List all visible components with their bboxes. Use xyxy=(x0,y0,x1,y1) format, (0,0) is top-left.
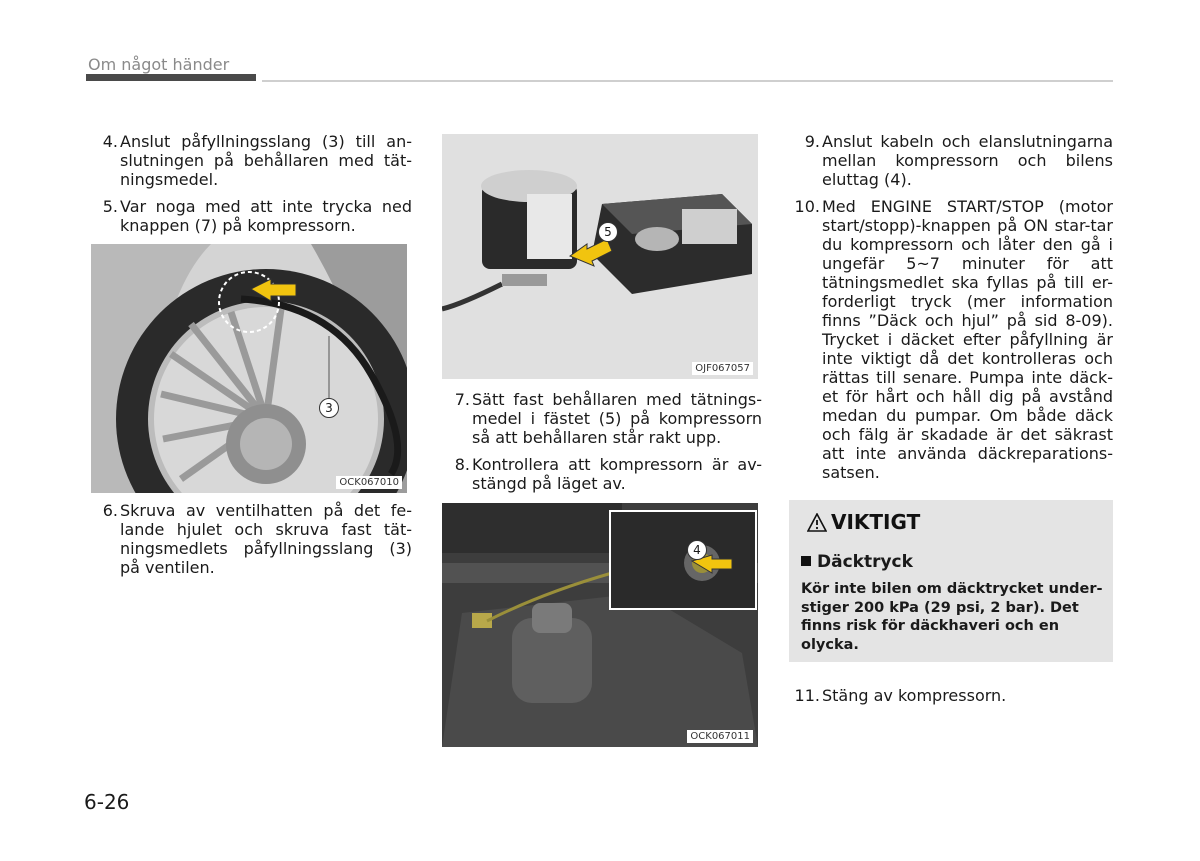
step-11: 11. Stäng av kompressorn. xyxy=(794,686,1007,705)
compressor-illustration xyxy=(442,134,758,379)
step-8: 8. Kontrollera att kompressorn är av-stängd på läget av. xyxy=(454,455,762,493)
step-4-text: Anslut påfyllningsslang (3) till an-slutningen på behållaren med tät-ningsmedel. xyxy=(120,132,412,189)
step-10: 10. Med ENGINE START/STOP (motor start/stopp)-knappen på ON star-tar du kompressorn och låter den gå i ungefär 5~7 minuter för att tätningsmedlet ska fyllas på till er-forderligt tryck (mer information finns ”Däck och hjul” på sid 8-09). Trycket i däcket efter påfyllning är inte viktigt då det kontrolleras och rättas till senare. Pumpa inte däck-et för hårt och håll dig på avstånd medan du pumpar. Om både däck och fälg är skadade är det säkrast att inte använda däckreparations-satsen. xyxy=(794,197,1113,482)
middle-steps xyxy=(442,390,762,501)
page-number: 6-26 xyxy=(84,790,130,814)
step-7: 7. Sätt fast behållaren med tätnings-medel i fästet (5) på kompressorn så att behållaren står rakt upp. xyxy=(454,390,762,447)
step-9-text: Anslut kabeln och elanslutningarna mellan kompressorn och bilens eluttag (4). xyxy=(822,132,1113,189)
warning-body: Kör inte bilen om däcktrycket under-stiger 200 kPa (29 psi, 2 bar). Det finns risk för däckhaveri och en olycka. xyxy=(801,581,1103,653)
tire-valve-illustration xyxy=(91,244,407,493)
step-8-text: Kontrollera att kompressorn är av-stängd på läget av. xyxy=(472,455,762,493)
power-outlet-illustration xyxy=(442,503,758,747)
figure-power-outlet xyxy=(442,503,758,747)
warning-title-text: VIKTIGT xyxy=(831,510,921,534)
step-6: 6. Skruva av ventilhatten på det fe-lande hjulet och skruva fast tät-ningsmedlets påfyllningsslang (3) på ventilen. xyxy=(102,501,412,577)
header-rule-dark xyxy=(86,74,256,81)
figure-code: OJF067057 xyxy=(692,362,753,375)
step-5-text: Var noga med att inte trycka ned knappen (7) på kompressorn. xyxy=(120,197,412,235)
bullet-square-icon xyxy=(801,556,811,566)
step-10-text: Med ENGINE START/STOP (motor start/stopp)-knappen på ON star-tar du kompressorn och låter den gå i ungefär 5~7 minuter för att tätningsmedlet ska fyllas på till er-forderligt tryck (mer information finns ”Däck och hjul” på sid 8-09). Trycket i däcket efter påfyllning är inte viktigt då det kontrolleras och rättas till senare. Pumpa inte däck-et för hårt och håll dig på avstånd medan du pumpar. Om både däck och fälg är skadade är det säkrast att inte använda däckreparations-satsen. xyxy=(822,197,1113,482)
warning-title xyxy=(807,510,920,534)
figure-tire-valve xyxy=(91,244,407,493)
step-6-text: Skruva av ventilhatten på det fe-lande hjulet och skruva fast tät-ningsmedlets påfyllningsslang (3) på ventilen. xyxy=(120,501,412,577)
warning-subtitle-text: Däcktryck xyxy=(817,552,913,572)
callout-5: 5 xyxy=(598,222,618,242)
header-rule-light xyxy=(262,80,1113,82)
callout-3: 3 xyxy=(319,398,339,418)
left-steps-bottom xyxy=(90,501,412,585)
figure-compressor xyxy=(442,134,758,379)
step-5: 5. Var noga med att inte trycka ned knappen (7) på kompressorn. xyxy=(102,197,412,235)
warning-subtitle xyxy=(801,552,913,572)
figure-code: OCK067011 xyxy=(687,730,753,743)
step-11-text: Stäng av kompressorn. xyxy=(822,686,1007,705)
step-9: 9. Anslut kabeln och elanslutningarna mellan kompressorn och bilens eluttag (4). xyxy=(804,132,1113,189)
right-steps xyxy=(790,132,1113,490)
warning-box xyxy=(789,500,1113,662)
section-title: Om något händer xyxy=(88,55,230,74)
figure-code: OCK067010 xyxy=(336,476,402,489)
right-final-step xyxy=(790,686,1113,713)
warning-triangle-icon xyxy=(807,513,827,532)
step-4: 4. Anslut påfyllningsslang (3) till an-slutningen på behållaren med tät-ningsmedel. xyxy=(102,132,412,189)
step-7-text: Sätt fast behållaren med tätnings-medel i fästet (5) på kompressorn så att behållaren står rakt upp. xyxy=(472,390,762,447)
callout-4: 4 xyxy=(687,540,707,560)
left-steps-top xyxy=(90,132,412,243)
